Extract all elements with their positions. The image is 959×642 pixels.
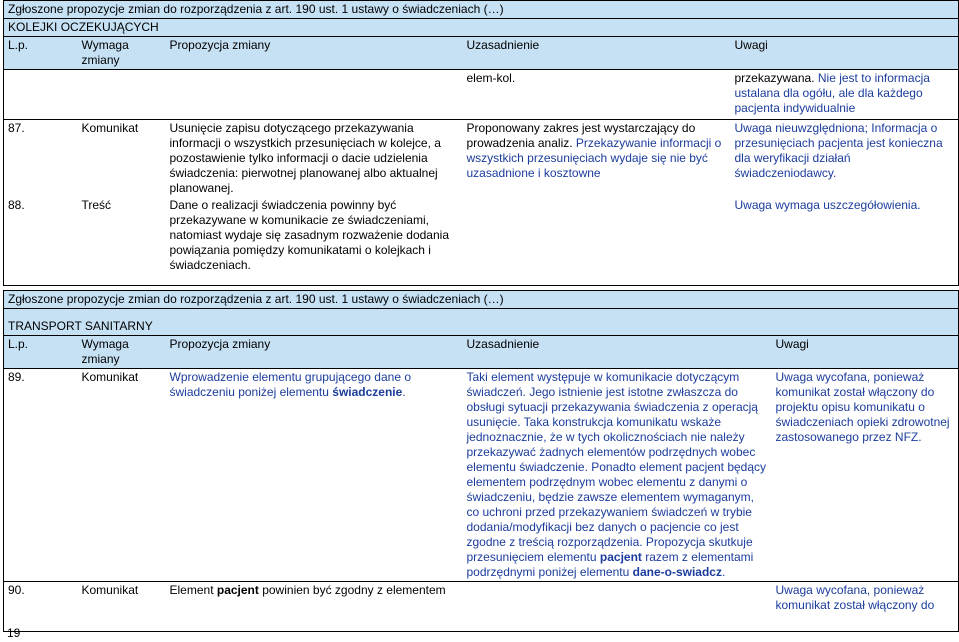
cell-uwagi: przekazywana. Nie jest to informacja ustalana dla ogółu, ale dla każdego pacjenta indywidualnie	[731, 70, 959, 120]
cell-wymaga: Komunikat	[78, 369, 166, 582]
header-uwagi: Uwagi	[731, 37, 959, 70]
cell-uwagi: Uwaga wymaga uszczegółowienia.	[731, 197, 959, 285]
cell-uzasadnienie: Proponowany zakres jest wystarczający do prowadzenia analiz. Przekazywanie informacji o wszystkich przesunięciach wydaje się nie być uzasadnione i kosztowne	[463, 120, 731, 198]
header-uzasadnienie: Uzasadnienie	[463, 37, 731, 70]
cell-uwagi: Uwaga wycofana, ponieważ komunikat został włączony do	[772, 582, 959, 632]
section2-table	[3, 290, 959, 632]
table-row	[4, 582, 959, 632]
cell-uzasadnienie: Taki element występuje w komunikacie dotyczącym świadczeń. Jego istnienie jest istotne zwłaszcza do obsługi sytuacji przekazywania świadczenia z operacją usunięcie. Taka konstrukcja komunikatu wskaże jednoznacznie, że w tych okolicznościach nie należy przekazywać żadnych elementów podrzędnych wobec elementu świadczenie. Ponadto element pacjent będący elementem podrzędnym wobec elementu z danymi o świadczeniu, będzie zawsze elementem wymaganym, co uchroni przed przekazywaniem świadczeń w trybie dodania/modyfikacji bez danych o pacjencie co jest zgodne z treścią rozporządzenia. Propozycja skutkuje przesunięciem elementu pacjent razem z elementami podrzędnymi poniżej elementu dane-o-swiadcz.	[463, 369, 772, 582]
page-number: 19	[7, 626, 21, 640]
cell-wymaga: Komunikat	[78, 582, 166, 632]
cell-uzasadnienie	[463, 197, 731, 285]
table-row	[4, 369, 959, 582]
section1-table	[3, 0, 959, 286]
section2-title: Zgłoszone propozycje zmian do rozporządzenia z art. 190 ust. 1 ustawy o świadczeniach (…)	[4, 291, 959, 309]
header-lp: L.p.	[4, 336, 78, 369]
cell-lp: 89.	[4, 369, 78, 582]
cell-propozycja: Wprowadzenie elementu grupującego dane o świadczeniu poniżej elementu świadczenie.	[166, 369, 463, 582]
cell-uwagi: Uwaga nieuwzględniona; Informacja o przesunięciach pacjenta jest konieczna dla weryfikacji działań świadczeniodawcy.	[731, 120, 959, 198]
header-uwagi: Uwagi	[772, 336, 959, 369]
cell-uwagi: Uwaga wycofana, ponieważ komunikat został włączony do projektu opisu komunikatu o świadczeniach opieki zdrowotnej zastosowanego przez NFZ.	[772, 369, 959, 582]
header-wymaga: Wymaga zmiany	[78, 37, 166, 70]
cell-propozycja: Dane o realizacji świadczenia powinny być przekazywane w komunikacie ze świadczeniami, natomiast wydaje się zasadnym rozważenie dodania powiązania pomiędzy komunikatami o kolejkach i świadczeniach.	[166, 197, 463, 285]
cell-lp: 88.	[4, 197, 78, 285]
cell-lp: 90.	[4, 582, 78, 632]
cell-propozycja: Usunięcie zapisu dotyczącego przekazywania informacji o wszystkich przesunięciach w kolejce, a pozostawienie tylko informacji o dacie udzielenia świadczenia: pierwotnej planowanej albo aktualnej planowanej.	[166, 120, 463, 198]
header-uzasadnienie: Uzasadnienie	[463, 336, 772, 369]
cell-propozycja: Element pacjent powinien być zgodny z elementem	[166, 582, 463, 632]
section2-subtitle: TRANSPORT SANITARNY	[4, 309, 959, 336]
cell-uzasadnienie: elem-kol.	[463, 70, 731, 120]
header-propozycja: Propozycja zmiany	[166, 37, 463, 70]
table-row	[4, 197, 959, 285]
cell-wymaga: Komunikat	[78, 120, 166, 198]
header-wymaga: Wymaga zmiany	[78, 336, 166, 369]
cell-wymaga: Treść	[78, 197, 166, 285]
section1-title: Zgłoszone propozycje zmian do rozporządzenia z art. 190 ust. 1 ustawy o świadczeniach (…)	[4, 1, 959, 19]
section1-subtitle: KOLEJKI OCZEKUJĄCYCH	[4, 19, 959, 37]
cell-lp: 87.	[4, 120, 78, 198]
table-row	[4, 120, 959, 198]
header-propozycja: Propozycja zmiany	[166, 336, 463, 369]
cell-uzasadnienie	[463, 582, 772, 632]
header-lp: L.p.	[4, 37, 78, 70]
table-row	[4, 70, 959, 120]
